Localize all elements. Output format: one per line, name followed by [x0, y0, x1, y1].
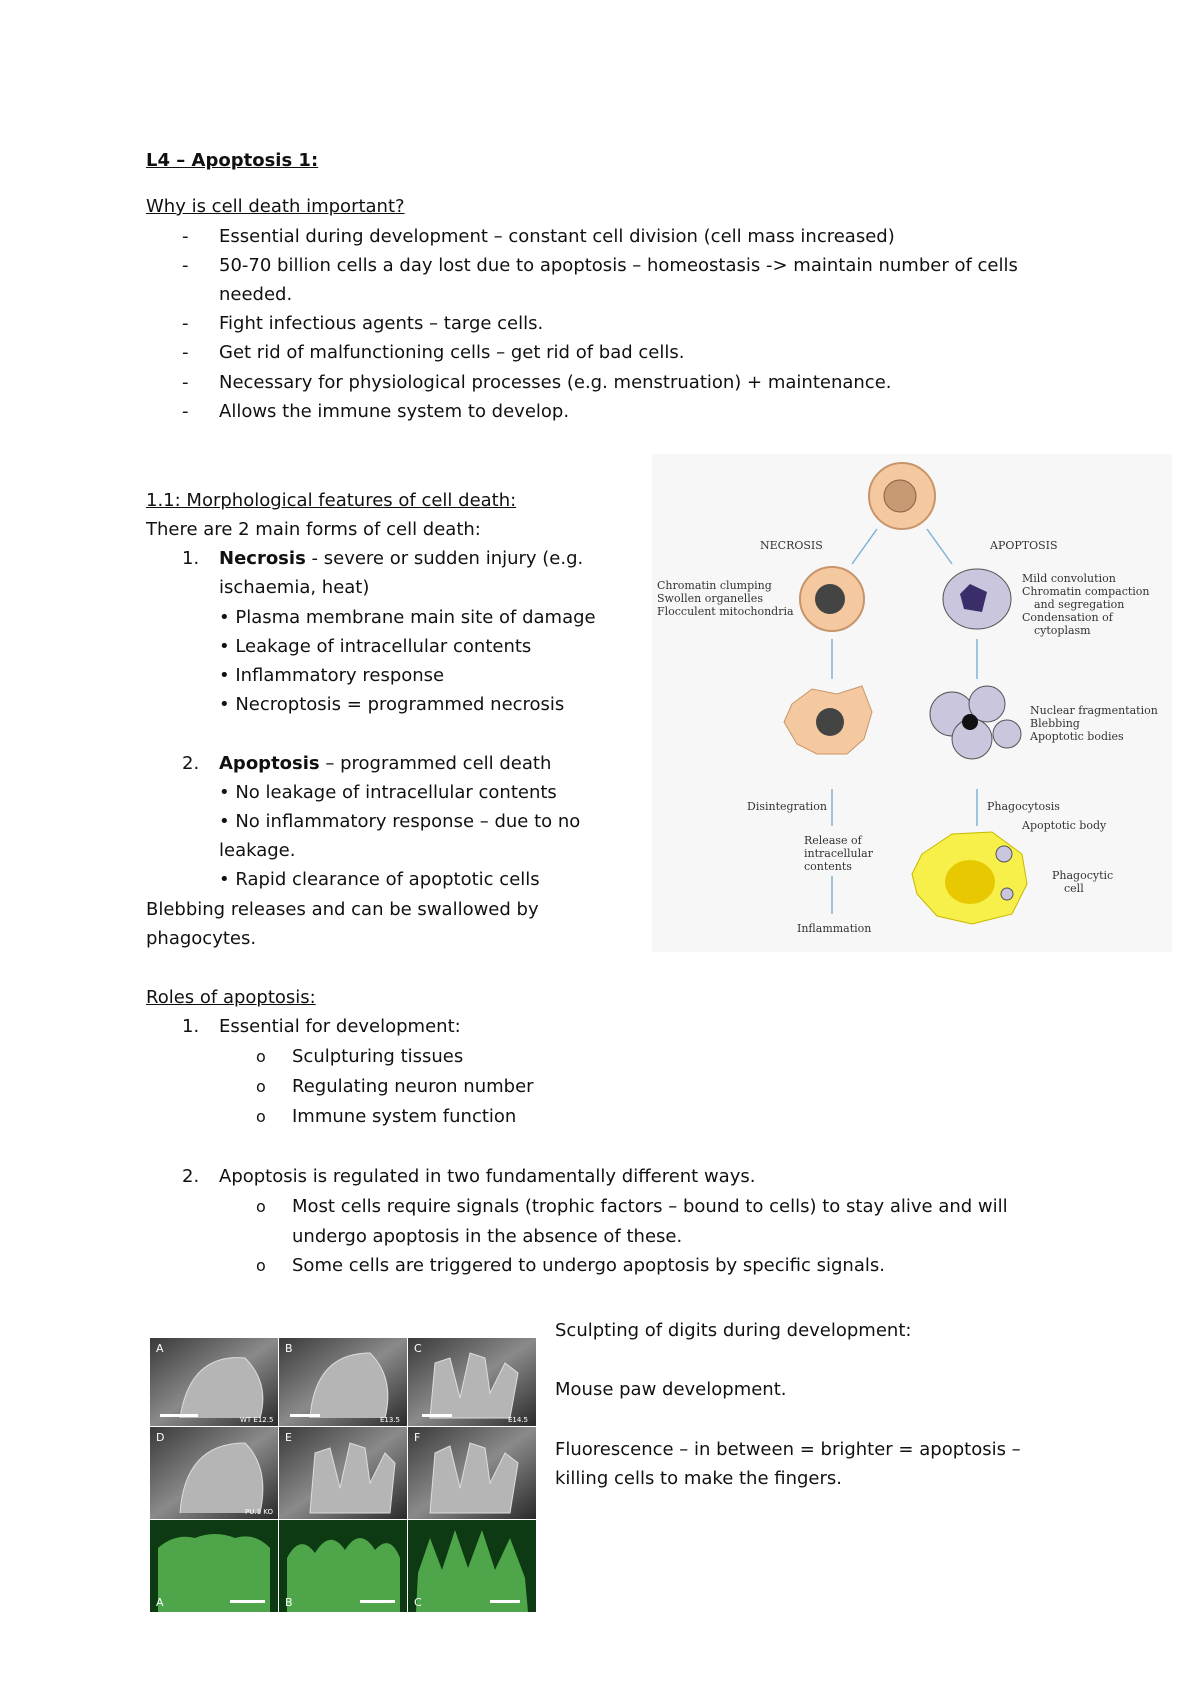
- dash-marker: -: [182, 255, 189, 276]
- panel-letter: B: [285, 1596, 293, 1609]
- why-item-4: Get rid of malfunctioning cells – get rid of bad cells.: [219, 342, 685, 363]
- panel-letter: A: [156, 1596, 164, 1609]
- blebbing-line-2: phagocytes.: [146, 928, 257, 949]
- paw-outline: [430, 1353, 518, 1418]
- why-item-1: Essential during development – constant cell division (cell mass increased): [219, 226, 895, 247]
- necrosis-desc: - severe or sudden injury (e.g.: [305, 548, 584, 569]
- release-label-2: intracellular: [804, 847, 873, 860]
- apoptosis-bullet-2: • No inflammatory response – due to no: [219, 811, 581, 832]
- arrow-icon: [927, 529, 952, 564]
- scale-bar: [422, 1414, 452, 1417]
- necrosis-line: [219, 544, 583, 573]
- panel-letter: D: [156, 1431, 165, 1444]
- nec-label-2: Swollen organelles: [657, 592, 763, 605]
- why-item-3: Fight infectious agents – targe cells.: [219, 313, 544, 334]
- apoptosis-bullet-1: • No leakage of intracellular contents: [219, 782, 557, 803]
- panel-letter: C: [414, 1342, 422, 1355]
- release-label-1: Release of: [804, 834, 862, 847]
- necrosis-bullet-4: • Necroptosis = programmed necrosis: [219, 694, 565, 715]
- apo-label-5: cytoplasm: [1034, 624, 1091, 637]
- scale-bar: [490, 1600, 520, 1603]
- page-title: L4 – Apoptosis 1:: [146, 150, 319, 171]
- apo-label-3: and segregation: [1034, 598, 1125, 611]
- apo-label-4: Condensation of: [1022, 611, 1113, 624]
- apoptosis-label: APOPTOSIS: [990, 539, 1058, 552]
- necrosis-number: 1.: [182, 548, 200, 569]
- roles-sub-4: Most cells require signals (trophic factors – bound to cells) to stay alive and will: [292, 1196, 1008, 1217]
- roles-item-2: Apoptosis is regulated in two fundamentally different ways.: [219, 1166, 756, 1187]
- disintegration-label: Disintegration: [747, 800, 828, 813]
- scale-bar: [360, 1600, 395, 1603]
- apo-label-2: Chromatin compaction: [1022, 585, 1150, 598]
- phagocytic-label-2: cell: [1064, 882, 1084, 895]
- sub-marker: o: [256, 1047, 266, 1066]
- necrosis-label: NECROSIS: [760, 539, 823, 552]
- release-label-3: contents: [804, 860, 852, 873]
- panel-letter: B: [285, 1342, 293, 1355]
- morph-intro: There are 2 main forms of cell death:: [146, 519, 481, 540]
- nec-label-3: Flocculent mitochondria: [657, 605, 794, 618]
- apo-label-1: Mild convolution: [1022, 572, 1116, 585]
- roles-number-2: 2.: [182, 1166, 200, 1187]
- scale-bar: [230, 1600, 265, 1603]
- roles-sub-4-cont: undergo apoptosis in the absence of these.: [292, 1226, 683, 1247]
- roles-sub-1: Sculpturing tissues: [292, 1046, 464, 1067]
- roles-sub-2: Regulating neuron number: [292, 1076, 534, 1097]
- apo2-label-3: Apoptotic bodies: [1030, 730, 1124, 743]
- panel-letter: E: [285, 1431, 292, 1444]
- sub-marker: o: [256, 1256, 266, 1275]
- necrosis-bullet-1: • Plasma membrane main site of damage: [219, 607, 596, 628]
- apoptosis-desc: – programmed cell death: [319, 753, 552, 774]
- arrow-icon: [852, 529, 877, 564]
- apo2-label-2: Blebbing: [1030, 717, 1080, 730]
- engulfed-body-icon: [1001, 888, 1013, 900]
- apoptotic-body-icon: [993, 720, 1021, 748]
- roles-sub-3: Immune system function: [292, 1106, 517, 1127]
- sub-marker: o: [256, 1107, 266, 1126]
- normal-nucleus-icon: [884, 480, 916, 512]
- phagocytic-label-1: Phagocytic: [1052, 869, 1114, 882]
- inflammation-label: Inflammation: [797, 922, 872, 935]
- roles-number-1: 1.: [182, 1016, 200, 1037]
- nuclear-fragment-icon: [962, 714, 978, 730]
- why-item-6: Allows the immune system to develop.: [219, 401, 570, 422]
- scale-bar: [160, 1414, 198, 1417]
- panel-stamp: WT E12.5: [240, 1416, 274, 1424]
- necrosis-bullet-2: • Leakage of intracellular contents: [219, 636, 532, 657]
- fragmented-nucleus-icon: [816, 708, 844, 736]
- dash-marker: -: [182, 342, 189, 363]
- roles-item-1: Essential for development:: [219, 1016, 461, 1037]
- scale-bar: [290, 1414, 320, 1417]
- sub-marker: o: [256, 1077, 266, 1096]
- nec-label-1: Chromatin clumping: [657, 579, 772, 592]
- dash-marker: -: [182, 372, 189, 393]
- panel-stamp: PU.1 KO: [245, 1508, 273, 1516]
- necrosis-bullet-3: • Inflammatory response: [219, 665, 445, 686]
- apoptosis-line: [219, 749, 551, 778]
- paw-outline: [430, 1443, 518, 1513]
- engulfed-body-icon: [996, 846, 1012, 862]
- roles-sub-5: Some cells are triggered to undergo apoptosis by specific signals.: [292, 1255, 885, 1276]
- necrosis-desc-cont: ischaemia, heat): [219, 577, 370, 598]
- why-item-5: Necessary for physiological processes (e.g. menstruation) + maintenance.: [219, 372, 892, 393]
- panel-stamp: E14.5: [508, 1416, 529, 1424]
- apoptosis-term: Apoptosis: [219, 753, 320, 774]
- morph-heading: 1.1: Morphological features of cell death:: [146, 490, 517, 511]
- phagocyte-nucleus-icon: [945, 860, 995, 904]
- panel-letter: A: [156, 1342, 164, 1355]
- sculpt-heading: Sculpting of digits during development:: [555, 1320, 912, 1341]
- sculpt-line-4: killing cells to make the fingers.: [555, 1468, 842, 1489]
- roles-heading: Roles of apoptosis:: [146, 987, 316, 1008]
- necrosis-apoptosis-diagram: [652, 454, 1172, 952]
- apoptosis-bullet-3: • Rapid clearance of apoptotic cells: [219, 869, 540, 890]
- necrosis-term: Necrosis: [219, 548, 306, 569]
- panel-letter: C: [414, 1596, 422, 1609]
- apoptosis-bullet-2-cont: leakage.: [219, 840, 296, 861]
- dash-marker: -: [182, 226, 189, 247]
- dash-marker: -: [182, 313, 189, 334]
- why-item-2: 50-70 billion cells a day lost due to apoptosis – homeostasis -> maintain number of cells: [219, 255, 1018, 276]
- panel-letter: F: [414, 1431, 421, 1444]
- dash-marker: -: [182, 401, 189, 422]
- why-item-2-cont: needed.: [219, 284, 293, 305]
- paw-image-svg: [150, 1338, 536, 1612]
- sculpt-line-2: Mouse paw development.: [555, 1379, 787, 1400]
- phagocytosis-label: Phagocytosis: [987, 800, 1060, 813]
- blebbing-line-1: Blebbing releases and can be swallowed by: [146, 899, 539, 920]
- apoptotic-body-label: Apoptotic body: [1022, 819, 1107, 832]
- apo2-label-1: Nuclear fragmentation: [1030, 704, 1158, 717]
- sub-marker: o: [256, 1197, 266, 1216]
- apoptosis-number: 2.: [182, 753, 200, 774]
- clumped-nucleus-icon: [815, 584, 845, 614]
- panel-stamp: E13.5: [380, 1416, 401, 1424]
- sculpt-line-3: Fluorescence – in between = brighter = apoptosis –: [555, 1439, 1021, 1460]
- why-heading: Why is cell death important?: [146, 196, 405, 217]
- paw-development-image: [150, 1338, 536, 1612]
- diagram-svg: [652, 454, 1172, 952]
